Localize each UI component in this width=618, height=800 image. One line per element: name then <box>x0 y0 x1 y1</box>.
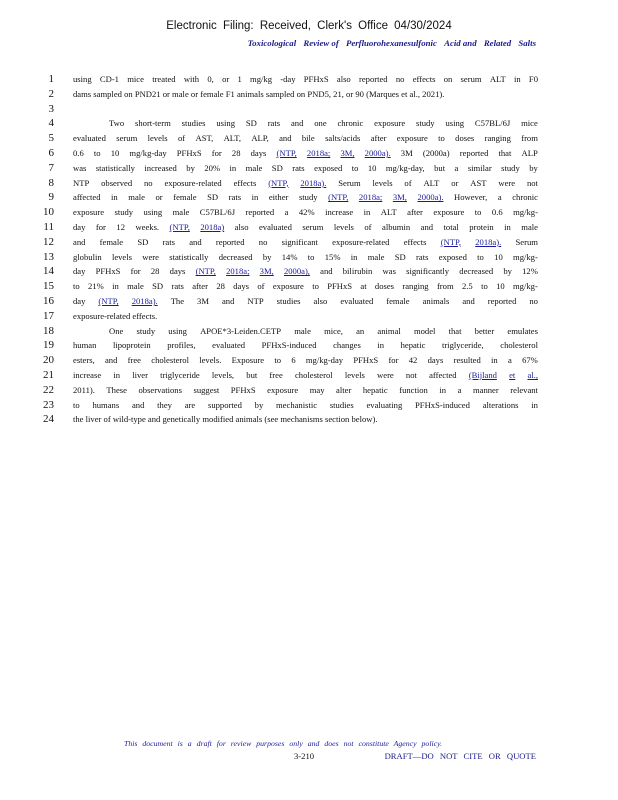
document-line <box>0 131 618 146</box>
document-line <box>0 294 618 309</box>
document-line <box>0 383 618 398</box>
line-number: 10 <box>43 206 54 219</box>
line-text: day (NTP, 2018a). The 3M and NTP studies also evaluated female animals and reported no <box>73 295 538 306</box>
document-line <box>0 161 618 176</box>
line-number: 17 <box>43 309 54 322</box>
document-line <box>0 205 618 220</box>
line-number: 11 <box>43 220 54 233</box>
document-line <box>0 353 618 368</box>
document-line <box>0 102 618 117</box>
line-text: exposure-related effects. <box>73 310 158 321</box>
line-number: 5 <box>48 132 54 145</box>
line-number: 16 <box>43 294 54 307</box>
line-text: increase in liver triglyceride levels, but free cholesterol levels were not affected (Bijland et al., <box>73 369 538 380</box>
line-number: 18 <box>43 324 54 337</box>
line-text: the liver of wild-type and genetically modified animals (see mechanisms section below). <box>73 414 378 425</box>
line-number: 2 <box>48 87 54 100</box>
line-number: 20 <box>43 354 54 367</box>
document-line <box>0 398 618 413</box>
line-text: affected in male or female SD rats in either study (NTP, 2018a; 3M, 2000a). However, a chronic <box>73 192 538 203</box>
line-text: Two short-term studies using SD rats and one chronic exposure study using C57BL/6J mice <box>109 118 538 129</box>
line-text: was statistically increased by 20% in male SD rats exposed to 10 mg/kg-day, but a similar study by <box>73 162 538 173</box>
line-text: evaluated serum levels of AST, ALT, ALP, and bile salts/acids after exposure to doses ranging from <box>73 133 538 144</box>
document-line <box>0 264 618 279</box>
document-line <box>0 87 618 102</box>
line-text: using CD-1 mice treated with 0, or 1 mg/kg -day PFHxS also reported no effects on serum ALT in F0 <box>73 74 538 84</box>
line-text: NTP observed no exposure-related effects (NTP, 2018a). Serum levels of ALT or AST were not <box>73 177 538 188</box>
line-text: to humans and they are supported by mechanistic studies evaluating PFHxS-induced alterations in <box>73 399 538 410</box>
filing-stamp: Electronic Filing: Received, Clerk's Office 04/30/2024 <box>166 20 452 32</box>
line-text: day for 12 weeks. (NTP, 2018a) also evaluated serum levels of albumin and total protein in male <box>73 221 538 232</box>
line-number: 4 <box>48 117 54 130</box>
document-line <box>0 176 618 191</box>
running-head-part: Related <box>483 38 512 48</box>
running-head-part: Toxicological <box>247 38 297 48</box>
line-number: 19 <box>43 339 54 352</box>
line-number: 14 <box>43 265 54 278</box>
line-text: human lipoprotein profiles, evaluated PFHxS-induced changes in hepatic triglyceride, cholesterol <box>73 340 538 351</box>
draft-notice: DRAFT—DO NOT CITE OR QUOTE <box>384 751 536 761</box>
line-number: 13 <box>43 250 54 263</box>
line-number: 7 <box>48 161 54 174</box>
document-line <box>0 146 618 161</box>
line-text: and female SD rats and reported no significant exposure-related effects (NTP, 2018a). Serum <box>73 236 538 247</box>
line-number: 15 <box>43 280 54 293</box>
page-number: 3-210 <box>294 751 315 761</box>
line-number: 6 <box>48 146 54 159</box>
document-line <box>0 72 618 87</box>
line-text: day PFHxS for 28 days (NTP, 2018a; 3M, 2000a), and bilirubin was significantly decreased by 12% <box>73 266 538 277</box>
document-line <box>0 412 618 427</box>
line-number: 3 <box>48 102 54 115</box>
line-number: 8 <box>48 176 54 189</box>
running-head-part: Acid and <box>444 38 477 48</box>
line-text: to 21% in male SD rats after 28 days of exposure to PFHxS at doses ranging from 2.5 to 10 mg/kg- <box>73 281 538 292</box>
running-head-part: Perfluorohexanesulfonic <box>345 38 437 48</box>
document-body <box>0 72 618 427</box>
draft-disclaimer: This document is a draft for review purposes only and does not constitute Agency policy. <box>124 739 443 748</box>
running-head-part: Salts <box>518 38 536 48</box>
document-line <box>0 309 618 324</box>
running-head-part: Review of <box>303 38 339 48</box>
line-text: 2011). These observations suggest PFHxS exposure may alter hepatic function in a manner relevant <box>73 384 538 395</box>
document-line <box>0 116 618 131</box>
line-text: esters, and free cholesterol levels. Exposure to 6 mg/kg-day PFHxS for 42 days resulted in a 67% <box>73 355 538 366</box>
line-text: One study using APOE*3-Leiden.CETP male mice, an animal model that better emulates <box>109 325 538 336</box>
document-line <box>0 190 618 205</box>
line-number: 23 <box>43 398 54 411</box>
line-text: dams sampled on PND21 or male or female F1 animals sampled on PND5, 21, or 90 (Marques et al., 2021). <box>73 88 445 99</box>
line-number: 22 <box>43 383 54 396</box>
document-line <box>0 235 618 250</box>
line-text: globulin levels were statistically decreased by 14% to 15% in male SD rats exposed to 10 mg/kg- <box>73 251 538 262</box>
document-line <box>0 324 618 339</box>
document-line <box>0 250 618 265</box>
line-text: 0.6 to 10 mg/kg-day PFHxS for 28 days (NTP, 2018a; 3M, 2000a). 3M (2000a) reported that ALP <box>73 147 538 158</box>
line-number: 24 <box>43 413 54 426</box>
line-number: 9 <box>48 191 54 204</box>
document-line <box>0 368 618 383</box>
document-line <box>0 279 618 294</box>
line-number: 21 <box>43 368 54 381</box>
running-head <box>243 38 536 48</box>
line-number: 12 <box>43 235 54 248</box>
document-line <box>0 220 618 235</box>
line-text: exposure study using male C57BL/6J reported a 42% increase in ALT after exposure to 0.6 mg/kg- <box>73 207 538 218</box>
line-number: 1 <box>48 73 54 85</box>
document-line <box>0 338 618 353</box>
